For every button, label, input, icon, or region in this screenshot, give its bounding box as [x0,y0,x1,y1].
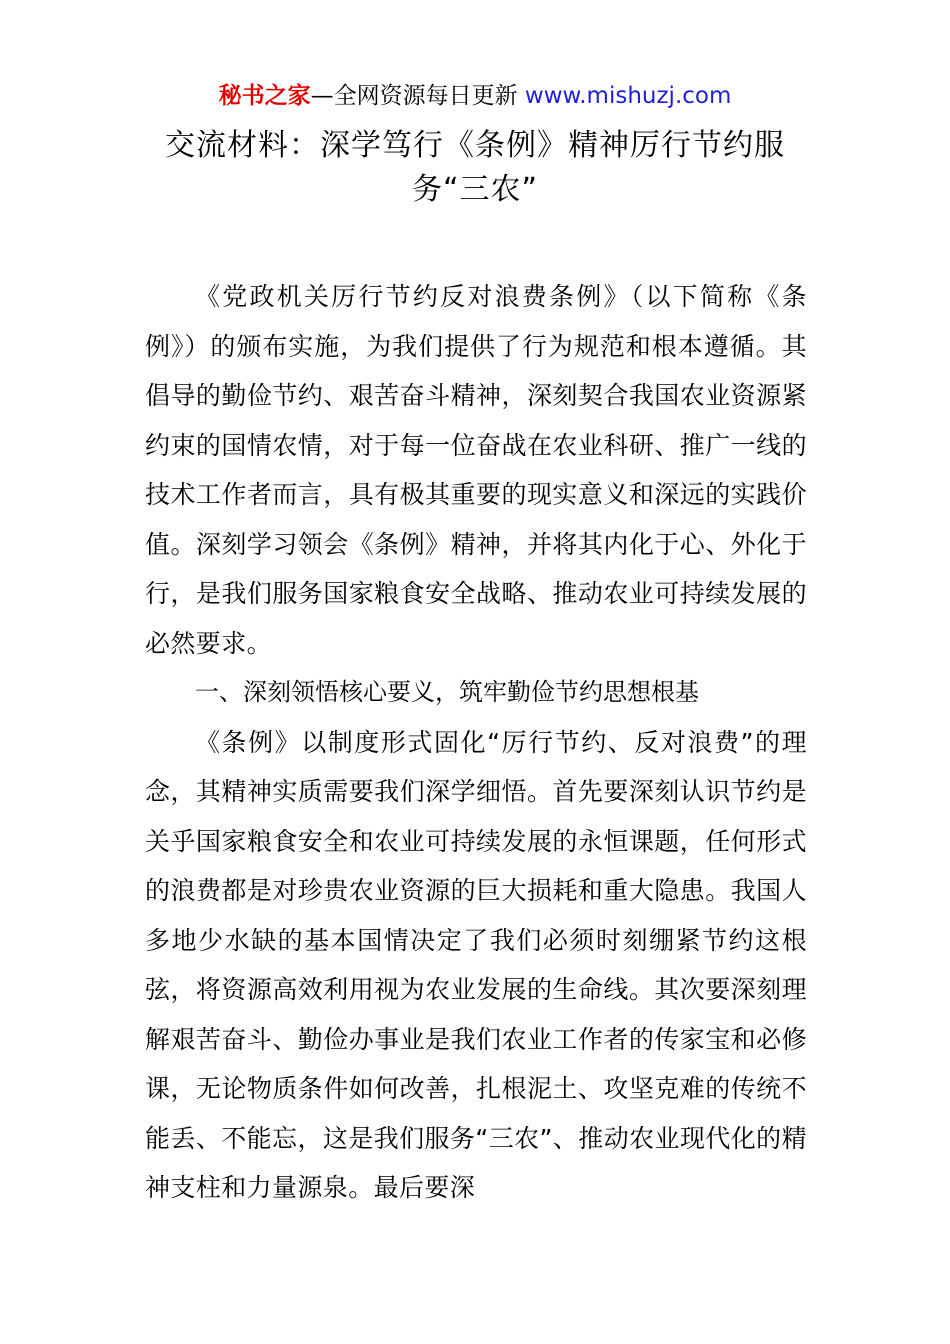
intro-paragraph: 《党政机关厉行节约反对浪费条例》（以下简称《条例》）的颁布实施，为我们提供了行为规范和根本遵循。其倡导的勤俭节约、艰苦奋斗精神，深刻契合我国农业资源紧约束的国情农情，对于每一位奋战在农业科研、推广一线的技术工作者而言，具有极其重要的现实意义和深远的实践价值。深刻学习领会《条例》精神，并将其内化于心、外化于行，是我们服务国家粮食安全战略、推动农业可持续发展的必然要求。 [145,282,807,658]
document-body [145,272,807,1213]
site-brand: 秘书之家 [218,83,311,109]
section-1-paragraph: 《条例》以制度形式固化“厉行节约、反对浪费”的理念，其精神实质需要我们深学细悟。首先要深刻认识节约是关乎国家粮食安全和农业可持续发展的永恒课题，任何形式的浪费都是对珍贵农业资源的巨大损耗和重大隐患。我国人多地少水缺的基本国情决定了我们必须时刻绷紧节约这根弦，将资源高效利用视为农业发展的生命线。其次要深刻理解艰苦奋斗、勤俭办事业是我们农业工作者的传家宝和必修课，无论物质条件如何改善，扎根泥土、攻坚克难的传统不能丢、不能忘，这是我们服务“三农”、推动农业现代化的精神支柱和力量源泉。最后要深 [145,727,807,1202]
section-heading-1: 一、深刻领悟核心要义，筑牢勤俭节约思想根基 [195,678,699,706]
site-header [0,80,950,112]
site-tagline: —全网资源每日更新 [310,83,518,109]
site-url: www.mishuzj.com [524,83,732,109]
document-title: 交流材料：深学笃行《条例》精神厉行节约服务“三农” [165,128,785,207]
